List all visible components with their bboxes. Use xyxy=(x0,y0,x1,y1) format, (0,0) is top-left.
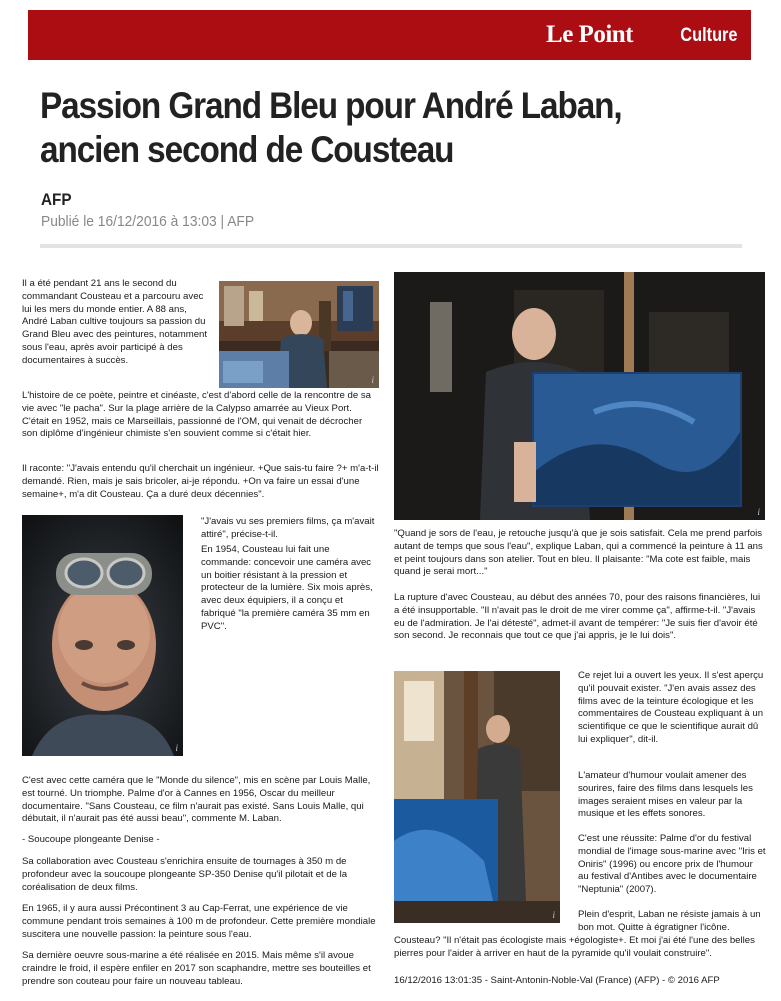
photo-laban-canvas xyxy=(394,671,560,923)
photo-studio-small xyxy=(219,281,379,388)
dateline: 16/12/2016 13:01:35 - Saint-Antonin-Noble-Val (France) (AFP) - © 2016 AFP xyxy=(394,975,720,986)
header-divider xyxy=(40,244,742,248)
paragraph-1: Il a été pendant 21 ans le second du commandant Cousteau et a parcouru avec lui les mers du monde entier. A 88 ans, André Laban cultive toujours sa passion du Grand Bleu avec des peintures, notamment sous l'eau, après avoir participé à des documentaires à succès. xyxy=(22,278,208,366)
paragraph-4: "J'avais vu ses premiers films, ça m'avait attiré", précise-t-il. xyxy=(201,516,375,540)
paragraph-13: Ce rejet lui a ouvert les yeux. Il s'est aperçu qu'il pouvait exister. "J'en avais assez des films avec de la teinture écologique et les commentaires de Cousteau expliquant à un scientifique ce que le scientifique aurait dû lui expliquer", dit-il. xyxy=(578,670,764,745)
photo-info-icon[interactable]: i xyxy=(757,507,760,517)
photo-info-icon[interactable]: i xyxy=(371,375,374,385)
paragraph-17: Cousteau? "Il n'était pas écologiste mais +égologiste+. Et moi j'ai été l'une des belles pierres pour l'aider à arriver en haut de la pyramide qu'il voulait construire". xyxy=(394,935,755,959)
photo-laban-painting xyxy=(394,272,765,520)
studio-photo-art xyxy=(219,281,379,388)
publication-date: Publié le 16/12/2016 à 13:03 | AFP xyxy=(41,213,255,230)
brand-logo[interactable]: Le Point xyxy=(546,21,633,48)
section-label[interactable]: Culture xyxy=(679,25,737,46)
photo-portrait-goggles xyxy=(22,515,183,756)
article-author: AFP xyxy=(41,190,72,209)
paragraph-12: La rupture d'avec Cousteau, au début des années 70, pour des raisons financières, lui a été insupportable. "Il n'avait pas le droit de me virer comme ça", affirme-t-il. "J'avais eu de l'admiration. Je l'ai détesté", admet-il avant de tempérer: "Je suis fier d'avoir été son second. Je reconnais que tout ce que j'ai appris, je le lui dois". xyxy=(394,592,761,642)
paragraph-6: C'est avec cette caméra que le "Monde du silence", mis en scène par Louis Malle, est tourné. Un triomphe. Palme d'or à Cannes en 1956, Oscar du meilleur documentaire. "Sans Cousteau, ce film n'aurait pas existé. Sans Louis Malle, qui débutait, il n'aurait pas été aussi beau", commente M. Laban. xyxy=(22,775,371,825)
photo-info-icon[interactable]: i xyxy=(175,743,178,753)
article-title: Passion Grand Bleu pour André Laban, ancien second de Cousteau xyxy=(40,85,622,170)
paragraph-10: Sa dernière oeuvre sous-marine a été réalisée en 2015. Mais même s'il avoue craindre le froid, il espère enfiler en 2017 son scaphandre, mettre ses bouteilles et prendre son couteau pour faire un nouveau tableau. xyxy=(22,950,371,987)
painting-photo-art xyxy=(394,272,765,520)
paragraph-5: En 1954, Cousteau lui fait une commande: concevoir une caméra avec un boitier résistant à la pression et protecteur de la lumière. Six mois après, avec deux équipiers, il a conçu et fabriqué "la première caméra 35 mm en PVC". xyxy=(201,544,373,632)
paragraph-16: Plein d'esprit, Laban ne résiste jamais à un bon mot. Quitte à égratigner l'icône. xyxy=(578,909,761,933)
paragraph-15: C'est une réussite: Palme d'or du festival mondial de l'image sous-marine avec "Iris et Oniris" (1996) ou encore prix de l'humour au festival d'Antibes avec le documentaire "Neptunia" (2007). xyxy=(578,833,766,896)
section-subtitle: - Soucoupe plongeante Denise - xyxy=(22,834,160,845)
paragraph-14: L'amateur d'humour voulait amener des sourires, faire des films dans lesquels les images seraient mises en valeur par la musique et les effets sonores. xyxy=(578,770,753,820)
header-banner xyxy=(28,10,751,60)
photo-info-icon[interactable]: i xyxy=(552,910,555,920)
paragraph-2: L'histoire de ce poète, peintre et cinéaste, c'est d'abord celle de la rencontre de sa vie avec "le pacha". Sur la plage arrière de la Calypso amarrée au Vieux Port. C'était en 1952, mais ce Marseillais, passionné de l'OM, qui venait de décrocher son diplôme d'ingénieur chimiste s'en souvient comme si c'était hier. xyxy=(22,390,371,440)
canvas-photo-art xyxy=(394,671,560,923)
paragraph-8: Sa collaboration avec Cousteau s'enrichira ensuite de tournages à 350 m de profondeur avec la soucoupe plongeante SP-350 Denise qu'il pilotait et de la coréalisation de deux films. xyxy=(22,856,348,893)
paragraph-11: "Quand je sors de l'eau, je retouche jusqu'à que je sois satisfait. Cela me prend parfois autant de temps que sous l'eau", explique Laban, qui a commencé la peinture à 11 ans et peint toujours dans son atelier. Tout en bleu. Il plaisante: "Ma cote est faible, mais quand je serai mort..." xyxy=(394,528,763,578)
portrait-photo-art xyxy=(22,515,183,756)
paragraph-3: Il raconte: "J'avais entendu qu'il cherchait un ingénieur. +Que sais-tu faire ?+ m'a-t-il demandé. Rien, mais je sais bricoler, ai-je répondu. +On va faire un essai d'une semaine+, m'a dit Cousteau. Ça a duré deux décennies". xyxy=(22,463,379,500)
paragraph-9: En 1965, il y aura aussi Précontinent 3 au Cap-Ferrat, une expérience de vie commune pendant trois semaines à 100 m de profondeur. Cette première mondiale suscitera une nouvelle passion: la peinture sous l'eau. xyxy=(22,903,376,940)
